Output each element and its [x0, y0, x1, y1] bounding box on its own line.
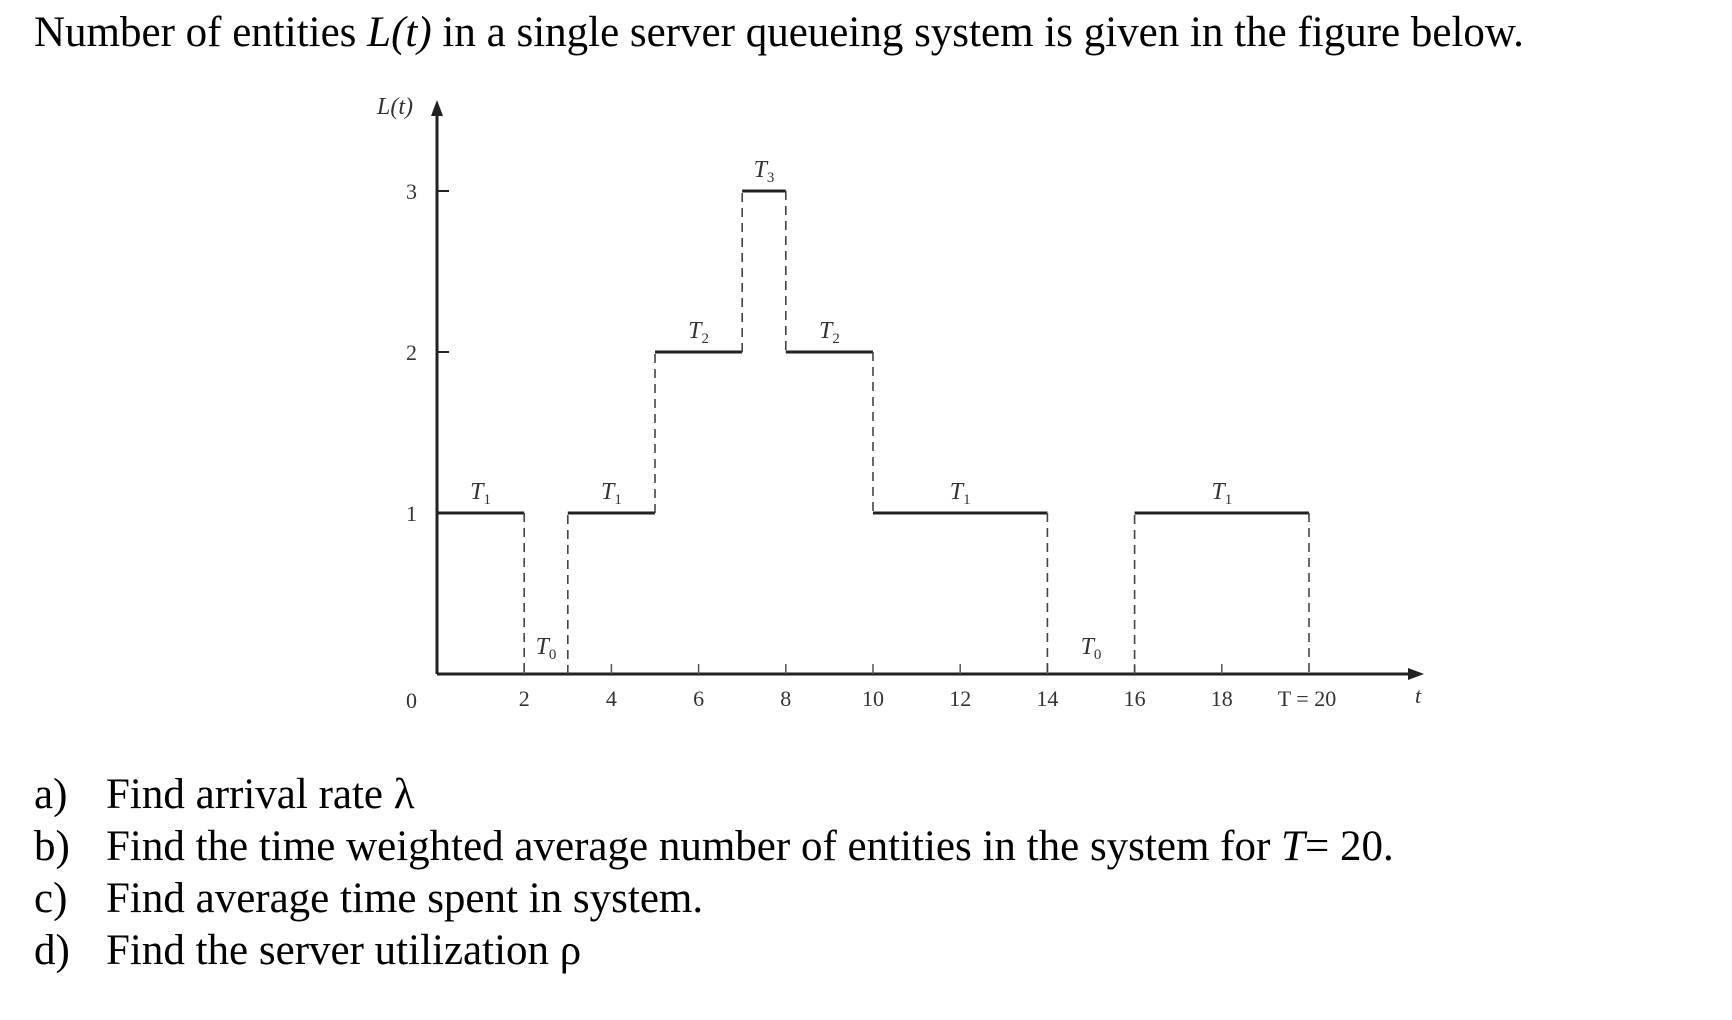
x-tick-label-12: 12: [949, 686, 972, 711]
x-tick-label-8: 8: [780, 686, 792, 711]
intro-text-after: in a single server queueing system is given in the figure below.: [431, 9, 1524, 56]
question-d-label: d): [34, 927, 70, 974]
question-b-text-before: Find the time weighted average number of entities in the system for: [106, 823, 1282, 870]
x-tick-label-14: 14: [1036, 686, 1059, 711]
x-tick-label-16: 16: [1123, 686, 1146, 711]
y-tick-label-1: 1: [406, 501, 417, 526]
y-tick-label-0: 0: [406, 688, 417, 713]
question-d-text: Find the server utilization ρ: [106, 927, 582, 974]
segment-label-7: $T_0$: [1080, 634, 1102, 663]
segment-label-6: $T_1$: [949, 479, 971, 508]
segment-label-4: $T_3$: [753, 157, 775, 186]
y-tick-label-2: 2: [406, 340, 417, 365]
segment-label-2: $T_1$: [600, 479, 622, 508]
intro-text-before: Number of entities: [34, 9, 368, 56]
x-axis-label: t: [1414, 683, 1422, 708]
intro-variable: L(t): [367, 9, 432, 56]
x-tick-label-6: 6: [693, 686, 705, 711]
x-end-label: T = 20: [1277, 686, 1337, 711]
x-tick-label-18: 18: [1210, 686, 1233, 711]
segment-label-1: $T_0$: [535, 634, 557, 663]
question-b-text: [106, 822, 1394, 871]
question-a-text: Find arrival rate λ: [106, 771, 415, 818]
segment-label-3: $T_2$: [688, 318, 710, 347]
y-axis-label: L(t): [377, 94, 413, 120]
question-c-label: c): [34, 875, 68, 922]
x-tick-label-2: 2: [518, 686, 530, 711]
question-b-text-after: = 20.: [1304, 823, 1394, 870]
question-a-label: a): [34, 771, 68, 818]
y-axis-arrow: [431, 100, 443, 116]
x-tick-label-4: 4: [605, 686, 617, 711]
question-b-variable: T: [1281, 823, 1305, 870]
x-axis-arrow: [1408, 668, 1424, 680]
segment-label-5: $T_2$: [818, 318, 840, 347]
y-tick-label-3: 3: [406, 179, 417, 204]
question-b-label: b): [34, 823, 70, 870]
x-tick-label-10: 10: [862, 686, 884, 711]
segment-label-8: $T_1$: [1211, 479, 1233, 508]
question-c-text: Find average time spent in system.: [106, 875, 704, 922]
segment-label-0: $T_1$: [470, 479, 492, 508]
